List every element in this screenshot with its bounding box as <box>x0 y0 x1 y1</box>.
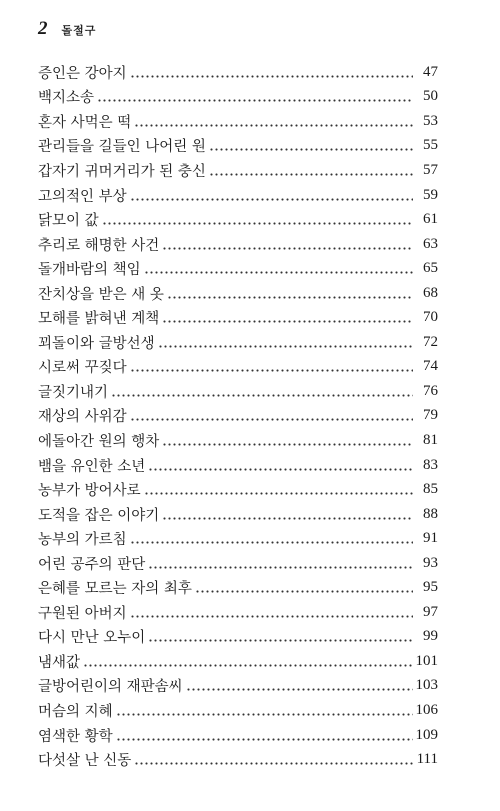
toc-entry <box>38 305 438 330</box>
toc-entry-title: 모해를 밝혀낸 계책 <box>38 311 160 328</box>
toc-entry <box>38 747 438 772</box>
toc-entry-title: 잔치상을 받은 새 옷 <box>38 286 164 303</box>
toc-entry-page: 103 <box>415 677 438 694</box>
toc-entry-page: 101 <box>415 652 438 669</box>
toc-entry <box>38 723 438 748</box>
toc-entry <box>38 698 438 723</box>
toc-entry-page: 97 <box>423 603 438 620</box>
toc-entry-page: 111 <box>416 751 438 768</box>
toc-entry <box>38 281 438 306</box>
toc-entry-page: 68 <box>423 284 438 301</box>
toc-entry-page: 70 <box>423 309 438 326</box>
dot-leader <box>116 707 413 721</box>
dot-leader <box>134 118 413 132</box>
toc-entry-title: 닭모이 값 <box>38 213 99 230</box>
toc-entry-page: 50 <box>423 88 438 105</box>
toc-entry-title: 염색한 황학 <box>38 728 113 745</box>
dot-leader <box>195 585 413 599</box>
dot-leader <box>130 413 413 427</box>
toc-entry-page: 55 <box>423 137 438 154</box>
toc-entry-page: 88 <box>423 505 438 522</box>
toc-entry <box>38 674 438 699</box>
dot-leader <box>134 757 413 771</box>
section-title: 돌절구 <box>61 24 97 37</box>
page-header <box>38 18 96 48</box>
toc-entry-page: 47 <box>423 63 438 80</box>
toc-entry <box>38 330 438 355</box>
toc-entry-title: 도적을 잡은 이야기 <box>38 507 160 524</box>
toc-entry-title: 관리들을 길들인 나어린 원 <box>38 139 206 156</box>
toc-entry <box>38 85 438 110</box>
toc-entry <box>38 158 438 183</box>
toc-entry-title: 냄새값 <box>38 654 81 671</box>
dot-leader <box>130 364 413 378</box>
toc-entry <box>38 232 438 257</box>
dot-leader <box>162 315 413 329</box>
toc-entry-page: 81 <box>423 431 438 448</box>
toc-entry-title: 농부가 방어사로 <box>38 483 141 500</box>
toc-entry-page: 65 <box>423 260 438 277</box>
toc-entry-page: 99 <box>423 628 438 645</box>
toc-entry-page: 109 <box>415 726 438 743</box>
toc-entry-page: 76 <box>423 382 438 399</box>
dot-leader <box>97 94 413 108</box>
dot-leader <box>144 266 413 280</box>
toc-entry-page: 72 <box>423 333 438 350</box>
toc-entry-title: 농부의 가르침 <box>38 532 127 549</box>
toc-entry <box>38 256 438 281</box>
toc-entry-page: 57 <box>423 161 438 178</box>
dot-leader <box>158 339 413 353</box>
toc-entry-page: 95 <box>423 579 438 596</box>
toc-entry <box>38 404 438 429</box>
dot-leader <box>162 437 413 451</box>
toc-entry <box>38 600 438 625</box>
toc-entry-title: 은혜를 모르는 자의 최후 <box>38 581 192 598</box>
toc-entry-title: 추리로 해명한 사건 <box>38 237 160 254</box>
toc-entry-title: 갑자기 귀머거리가 된 충신 <box>38 163 206 180</box>
dot-leader <box>162 511 413 525</box>
table-of-contents <box>38 60 438 772</box>
dot-leader <box>130 192 413 206</box>
toc-entry <box>38 60 438 85</box>
toc-entry-page: 106 <box>415 701 438 718</box>
toc-entry <box>38 355 438 380</box>
dot-leader <box>130 69 413 83</box>
toc-entry <box>38 109 438 134</box>
toc-entry <box>38 379 438 404</box>
toc-entry-title: 어린 공주의 판단 <box>38 556 146 573</box>
toc-entry-page: 93 <box>423 554 438 571</box>
toc-entry-page: 63 <box>423 235 438 252</box>
dot-leader <box>116 732 413 746</box>
toc-entry <box>38 477 438 502</box>
toc-entry-page: 85 <box>423 481 438 498</box>
toc-entry-page: 59 <box>423 186 438 203</box>
dot-leader <box>167 290 413 304</box>
toc-entry <box>38 551 438 576</box>
toc-entry-title: 다섯살 난 신동 <box>38 753 132 770</box>
dot-leader <box>148 462 413 476</box>
toc-entry-title: 혼자 사먹은 떡 <box>38 114 132 131</box>
dot-leader <box>102 217 413 231</box>
toc-entry-title: 글짓기내기 <box>38 384 109 401</box>
toc-entry <box>38 526 438 551</box>
toc-entry <box>38 183 438 208</box>
dot-leader <box>148 560 413 574</box>
toc-entry-title: 구원된 아버지 <box>38 605 127 622</box>
toc-entry-title: 머슴의 지혜 <box>38 703 113 720</box>
toc-entry <box>38 428 438 453</box>
dot-leader <box>186 683 413 697</box>
toc-entry-page: 61 <box>423 211 438 228</box>
toc-entry-title: 돌개바람의 책임 <box>38 262 141 279</box>
toc-entry <box>38 207 438 232</box>
dot-leader <box>209 143 413 157</box>
toc-entry-page: 91 <box>423 530 438 547</box>
toc-entry-title: 다시 만난 오누이 <box>38 630 146 647</box>
toc-entry-page: 83 <box>423 456 438 473</box>
toc-entry <box>38 625 438 650</box>
toc-entry <box>38 575 438 600</box>
toc-entry-title: 백지소송 <box>38 90 95 107</box>
toc-entry <box>38 649 438 674</box>
toc-entry <box>38 453 438 478</box>
toc-entry-title: 재상의 사위감 <box>38 409 127 426</box>
dot-leader <box>148 634 413 648</box>
toc-entry-title: 뱀을 유인한 소년 <box>38 458 146 475</box>
toc-entry-title: 고의적인 부상 <box>38 188 127 205</box>
page-number: 2 <box>38 18 48 39</box>
toc-entry-page: 53 <box>423 112 438 129</box>
toc-entry <box>38 502 438 527</box>
toc-entry-title: 증인은 강아지 <box>38 65 127 82</box>
dot-leader <box>130 536 413 550</box>
toc-entry-title: 꾀돌이와 글방선생 <box>38 335 155 352</box>
dot-leader <box>130 609 413 623</box>
dot-leader <box>83 658 412 672</box>
dot-leader <box>111 388 413 402</box>
toc-entry-title: 에돌아간 원의 행차 <box>38 433 160 450</box>
dot-leader <box>209 167 413 181</box>
toc-entry-title: 시로써 꾸짖다 <box>38 360 127 377</box>
toc-entry-page: 74 <box>423 358 438 375</box>
toc-entry-title: 글방어린이의 재판솜씨 <box>38 679 183 696</box>
toc-entry-page: 79 <box>423 407 438 424</box>
toc-entry <box>38 134 438 159</box>
dot-leader <box>162 241 413 255</box>
dot-leader <box>144 487 413 501</box>
